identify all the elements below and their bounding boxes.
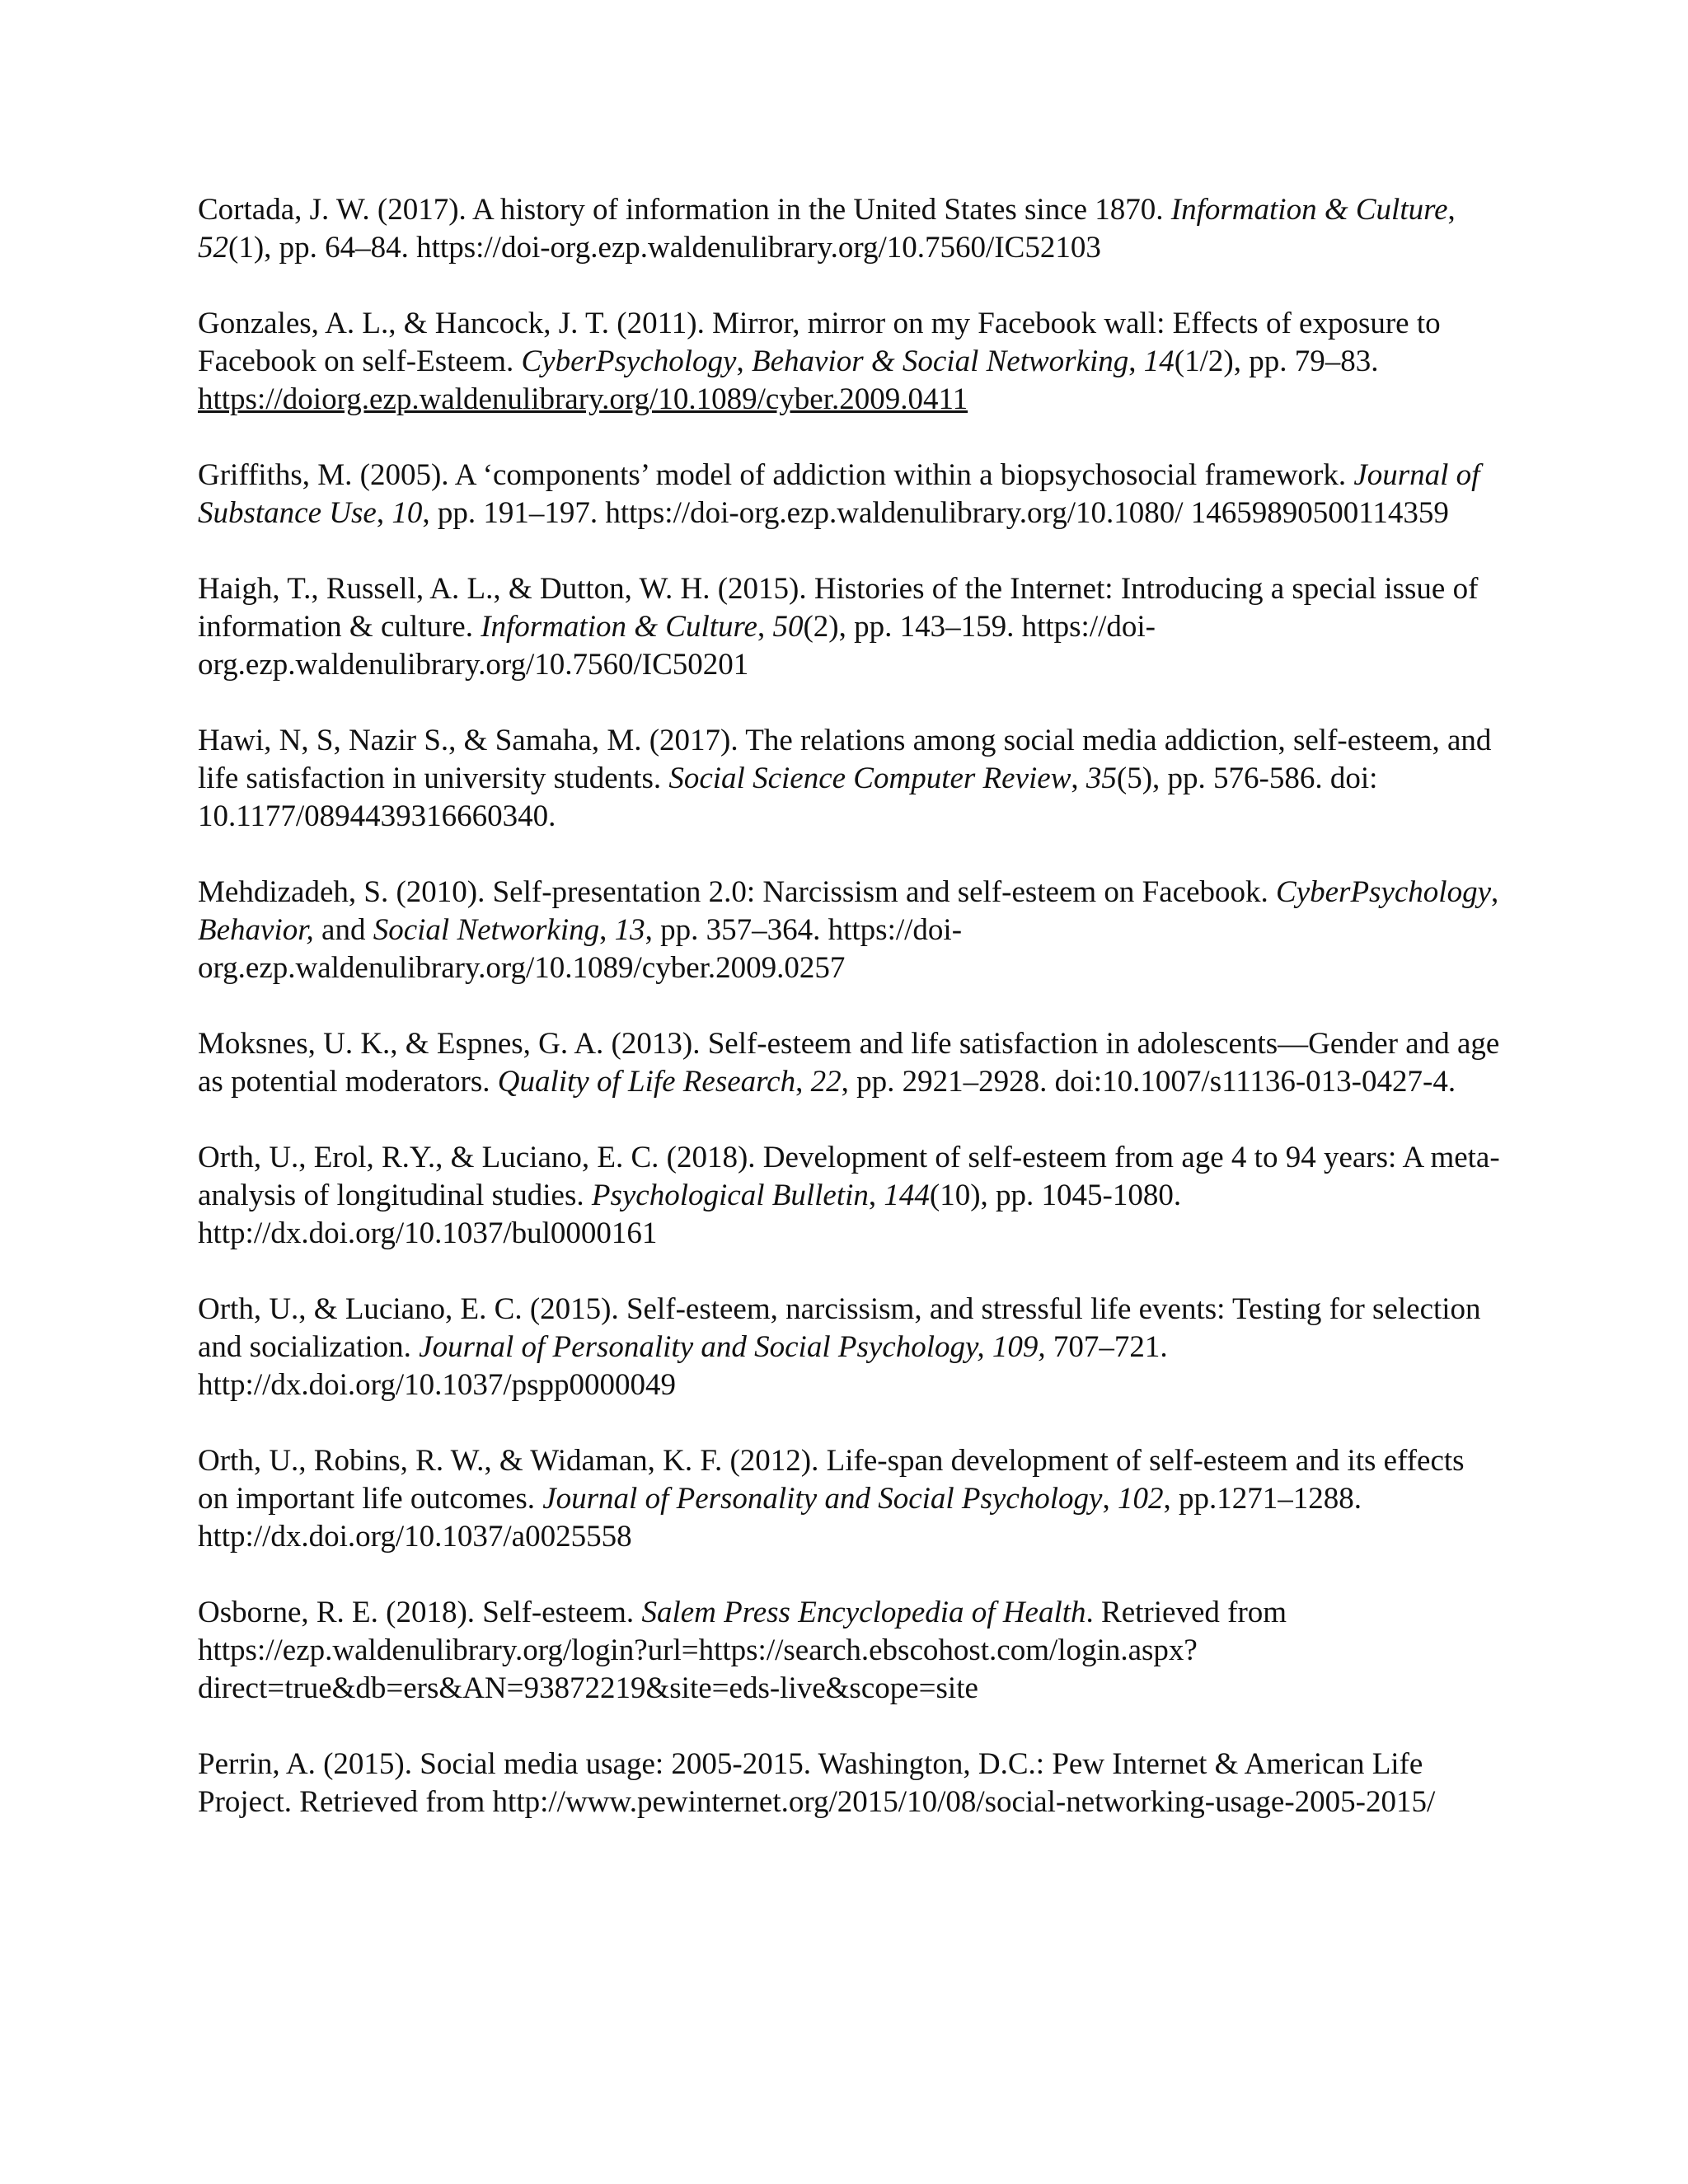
reference-text: , <box>1128 344 1144 378</box>
reference-text: (5), pp. 576-586. doi: 10.1177/0894439316660340. <box>198 762 1378 833</box>
reference-text: (10), pp. 1045-1080. http://dx.doi.org/10.1037/bul0000161 <box>198 1179 1182 1250</box>
reference-italic-text: Journal of Personality and Social Psychology <box>542 1482 1103 1516</box>
reference-entry-gonzales-2011 <box>198 305 1500 419</box>
reference-italic-text: Psychological Bulletin <box>591 1179 869 1212</box>
reference-text: , pp. 357–364. https://doi-org.ezp.waldenulibrary.org/10.1089/cyber.2009.0257 <box>198 913 963 985</box>
reference-text: (2), pp. 143–159. https://doi-org.ezp.waldenulibrary.org/10.7560/IC50201 <box>198 610 1156 682</box>
reference-text: Moksnes, U. K., & Espnes, G. A. (2013). Self-esteem and life satisfaction in adolescents—Gender and age as potential moderators. <box>198 1027 1500 1099</box>
reference-italic-text: Social Science Computer Review <box>668 762 1071 795</box>
reference-text: 707–721. http://dx.doi.org/10.1037/pspp0000049 <box>198 1330 1168 1402</box>
reference-text: , <box>868 1179 884 1212</box>
reference-text: , pp. 191–197. https://doi-org.ezp.waldenulibrary.org/10.1080/ 14659890500114359 <box>422 496 1449 530</box>
reference-text: , <box>1071 762 1086 795</box>
reference-italic-text: CyberPsychology <box>1276 875 1492 909</box>
reference-italic-text: Salem Press Encyclopedia of Health <box>641 1596 1086 1629</box>
reference-entry-orth-2012 <box>198 1442 1500 1556</box>
reference-text: , <box>599 913 615 947</box>
reference-italic-text: Information & Culture <box>481 610 757 644</box>
reference-text: , <box>376 496 392 530</box>
reference-text: Gonzales, A. L., & Hancock, J. T. (2011). Mirror, mirror on my Facebook wall: Effects of exposure to Facebook on self-Esteem. <box>198 307 1441 378</box>
reference-entry-griffiths-2005 <box>198 457 1500 532</box>
reference-entry-osborne-2018 <box>198 1594 1500 1708</box>
reference-text: Haigh, T., Russell, A. L., & Dutton, W. H. (2015). Histories of the Internet: Introducing a special issue of information & culture. <box>198 572 1479 644</box>
reference-text: Orth, U., Erol, R.Y., & Luciano, E. C. (2018). Development of self-esteem from age 4 to 94 years: A meta-analysis of longitudinal studies. <box>198 1141 1500 1212</box>
reference-italic-text: CyberPsychology <box>521 344 737 378</box>
reference-entry-haigh-2015 <box>198 570 1500 684</box>
reference-italic-text: 13 <box>614 913 645 947</box>
reference-entry-moksnes-2013 <box>198 1025 1500 1101</box>
reference-text: , pp.1271–1288. http://dx.doi.org/10.1037/a0025558 <box>198 1482 1362 1554</box>
reference-text: , <box>736 344 752 378</box>
reference-text: Perrin, A. (2015). Social media usage: 2005-2015. Washington, D.C.: Pew Internet & American Life Project. Retrieved from http://www.pewinternet.org/2015/10/08/social-networking-usage-2005-2015/ <box>198 1747 1436 1819</box>
reference-entry-perrin-2015 <box>198 1746 1500 1821</box>
reference-text: Griffiths, M. (2005). A ‘components’ model of addiction within a biopsychosocial framework. <box>198 458 1354 492</box>
reference-text: Orth, U., Robins, R. W., & Widaman, K. F. (2012). Life-span development of self-esteem and its effects on important life outcomes. <box>198 1444 1465 1516</box>
reference-italic-text: 50 <box>772 610 804 644</box>
reference-italic-text: Information & Culture <box>1170 193 1448 227</box>
reference-italic-text: 52 <box>198 231 228 265</box>
reference-italic-text: 22 <box>810 1065 842 1099</box>
reference-text: , <box>1491 875 1499 909</box>
reference-italic-text: 102 <box>1117 1482 1164 1516</box>
reference-entry-orth-2018 <box>198 1139 1500 1253</box>
reference-italic-text: Behavior, <box>198 913 314 947</box>
reference-italic-text: 144 <box>884 1179 930 1212</box>
reference-text: and <box>313 913 373 947</box>
reference-italic-text: Journal of Substance Use <box>198 458 1480 530</box>
reference-text: (1/2), pp. 79–83. <box>1174 344 1379 378</box>
reference-entry-orth-2015 <box>198 1291 1500 1404</box>
reference-entry-cortada-2017 <box>198 191 1500 267</box>
reference-text: , pp. 2921–2928. doi:10.1007/s11136-013-0427-4. <box>841 1065 1456 1099</box>
reference-text: Orth, U., & Luciano, E. C. (2015). Self-esteem, narcissism, and stressful life events: Testing for selection and socialization. <box>198 1292 1481 1364</box>
reference-entry-hawi-2017 <box>198 722 1500 836</box>
reference-text: Cortada, J. W. (2017). A history of information in the United States since 1870. <box>198 193 1171 227</box>
reference-text: , <box>1102 1482 1118 1516</box>
reference-italic-text: 35 <box>1085 762 1117 795</box>
reference-italic-text: Journal of Personality and Social Psychology, 109, <box>419 1330 1046 1364</box>
reference-text: , <box>795 1065 811 1099</box>
reference-link[interactable]: https://doiorg.ezp.waldenulibrary.org/10.1089/cyber.2009.0411 <box>198 382 968 416</box>
reference-italic-text: Behavior & Social Networking <box>751 344 1129 378</box>
reference-text: Hawi, N, S, Nazir S., & Samaha, M. (2017). The relations among social media addiction, self-esteem, and life satisfaction in university students. <box>198 724 1492 795</box>
reference-text: , <box>1447 193 1456 227</box>
reference-italic-text: 14 <box>1143 344 1175 378</box>
reference-text: . Retrieved from https://ezp.waldenulibrary.org/login?url=https://search.ebscohost.com/login.aspx? direct=true&db=ers&AN=93872219&site=eds-live&scope=site <box>198 1596 1287 1705</box>
reference-list <box>198 191 1500 1859</box>
reference-text: , <box>757 610 773 644</box>
reference-text: Osborne, R. E. (2018). Self-esteem. <box>198 1596 642 1629</box>
reference-italic-text: Social Networking <box>373 913 600 947</box>
reference-italic-text: 10 <box>392 496 423 530</box>
reference-italic-text: Quality of Life Research <box>497 1065 796 1099</box>
reference-entry-mehdizadeh-2010 <box>198 874 1500 987</box>
reference-text: Mehdizadeh, S. (2010). Self-presentation 2.0: Narcissism and self-esteem on Facebook. <box>198 875 1277 909</box>
reference-text: (1), pp. 64–84. https://doi-org.ezp.waldenulibrary.org/10.7560/IC52103 <box>228 231 1101 265</box>
